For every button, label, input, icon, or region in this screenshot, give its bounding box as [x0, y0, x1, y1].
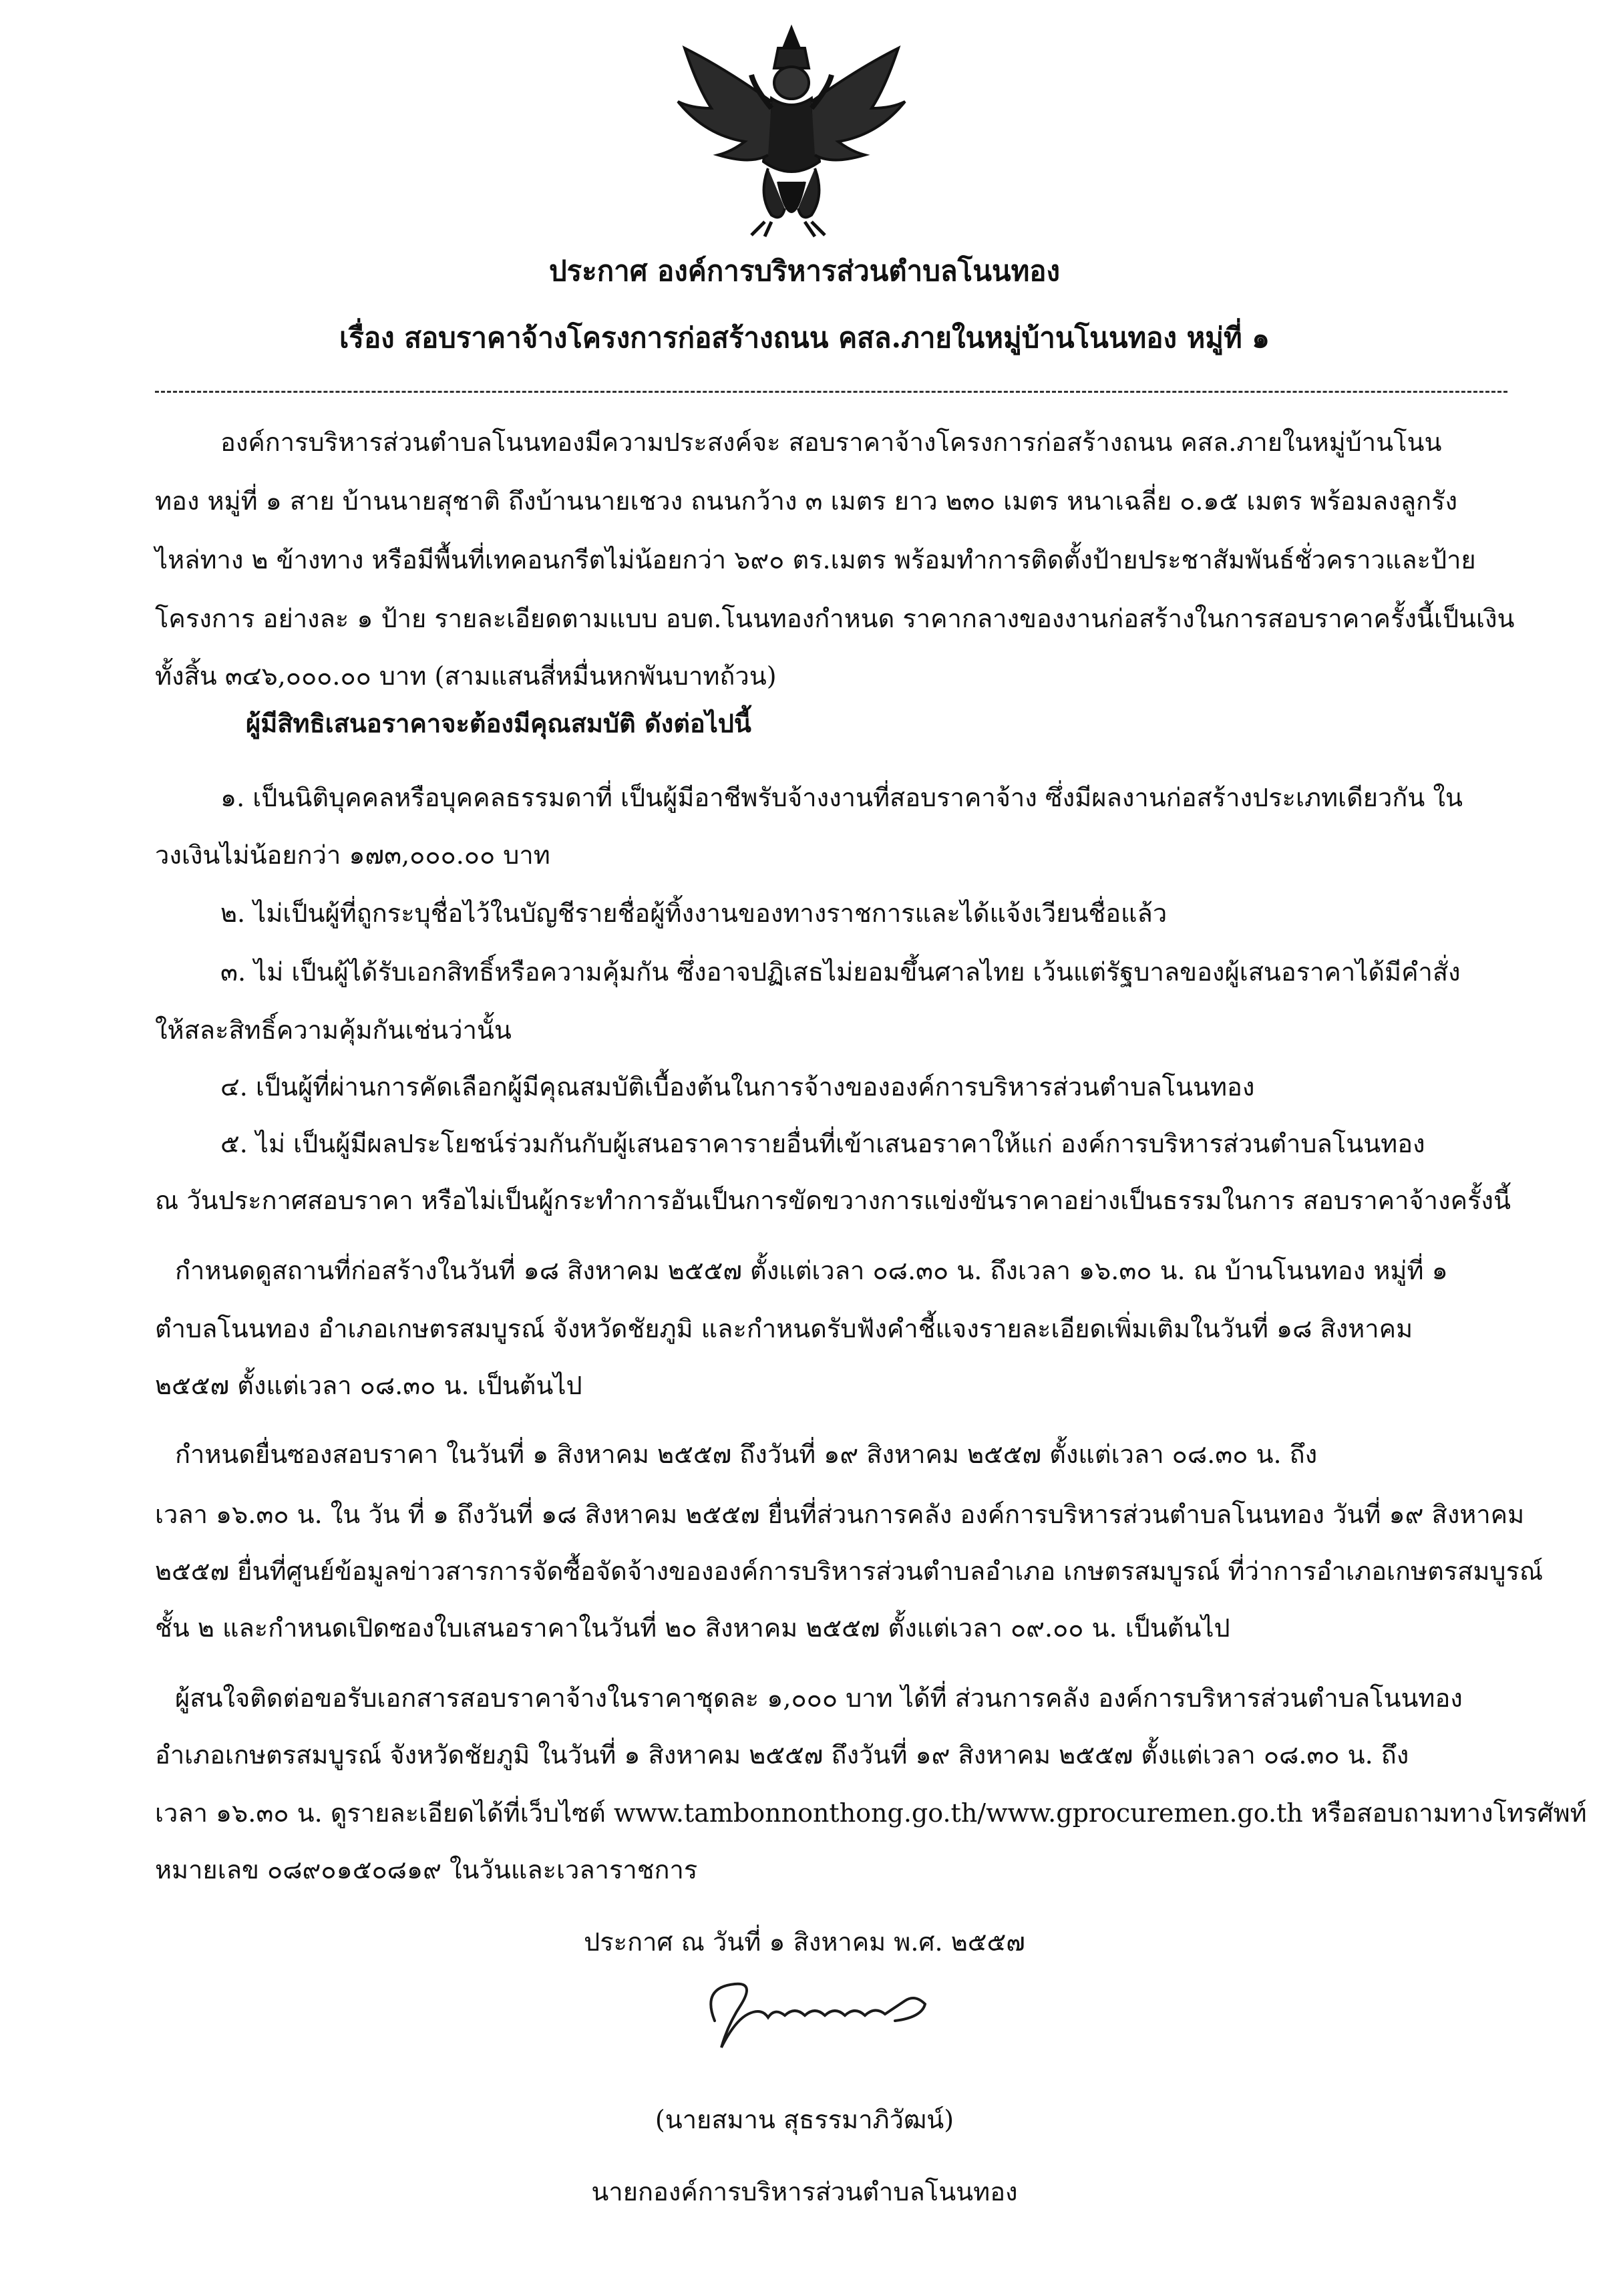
qualification-1-line-1: ๑. เป็นนิติบุคคลหรือบุคคลธรรมดาที่ เป็นผู้มีอาชีพรับจ้างงานที่สอบราคาจ้าง ซึ่งมีผลงานก่อสร้างประเภทเดียวกัน ใน	[220, 783, 1463, 812]
signer-name: (นายสมาน สุธรรมาภิวัฒน์)	[655, 2105, 954, 2134]
intro-line-4: โครงการ อย่างละ ๑ ป้าย รายละเอียดตามแบบ อบต.โนนทองกำหนด ราคากลางของงานก่อสร้างในการสอบราคาครั้งนี้เป็นเงิน	[155, 604, 1515, 633]
qualification-5-line-2: ณ วันประกาศสอบราคา หรือไม่เป็นผู้กระทำการอันเป็นการขัดขวางการแข่งขันราคาอย่างเป็นธรรมในการ สอบราคาจ้างครั้งนี้	[155, 1186, 1511, 1215]
intro-line-3: ไหล่ทาง ๒ ข้างทาง หรือมีพื้นที่เทคอนกรีตไม่น้อยกว่า ๖๙๐ ตร.เมตร พร้อมทำการติดตั้งป้ายประชาสัมพันธ์ชั่วคราวและป้าย	[155, 545, 1476, 575]
signer-title: นายกองค์การบริหารส่วนตำบลโนนทอง	[591, 2177, 1018, 2206]
dashed-divider	[155, 391, 1507, 393]
qualification-4: ๔. เป็นผู้ที่ผ่านการคัดเลือกผู้มีคุณสมบัติเบื้องต้นในการจ้างขององค์การบริหารส่วนตำบลโนนทอง	[220, 1072, 1255, 1102]
handwritten-signature-icon	[695, 1974, 962, 2054]
qualification-2: ๒. ไม่เป็นผู้ที่ถูกระบุชื่อไว้ในบัญชีรายชื่อผู้ทิ้งงานของทางราชการและได้แจ้งเวียนชื่อแล้ว	[220, 898, 1168, 928]
submission-line-1: กำหนดยื่นซองสอบราคา ในวันที่ ๑ สิงหาคม ๒๕๕๗ ถึงวันที่ ๑๙ สิงหาคม ๒๕๕๗ ตั้งแต่เวลา ๐๘.๓๐ น. ถึง	[175, 1440, 1318, 1469]
announcement-title: ประกาศ องค์การบริหารส่วนตำบลโนนทอง	[548, 255, 1061, 287]
qualification-1-line-2: วงเงินไม่น้อยกว่า ๑๗๓,๐๐๐.๐๐ บาท	[155, 840, 550, 870]
contact-line-2: อำเภอเกษตรสมบูรณ์ จังหวัดชัยภูมิ ในวันที่ ๑ สิงหาคม ๒๕๕๗ ถึงวันที่ ๑๙ สิงหาคม ๒๕๕๗ ตั้งแต่เวลา ๐๘.๓๐ น. ถึง	[155, 1740, 1409, 1770]
qualifications-heading: ผู้มีสิทธิเสนอราคาจะต้องมีคุณสมบัติ ดังต่อไปนี้	[246, 708, 751, 738]
site-visit-line-2: ตำบลโนนทอง อำเภอเกษตรสมบูรณ์ จังหวัดชัยภูมิ และกำหนดรับฟังคำชี้แจงรายละเอียดเพิ่มเติมในวันที่ ๑๘ สิงหาคม	[155, 1314, 1413, 1343]
garuda-emblem-icon	[671, 21, 912, 242]
qualification-3-line-1: ๓. ไม่ เป็นผู้ได้รับเอกสิทธิ์หรือความคุ้มกัน ซึ่งอาจปฏิเสธไม่ยอมขึ้นศาลไทย เว้นแต่รัฐบาลของผู้เสนอราคาได้มีคำสั่ง	[220, 957, 1461, 987]
contact-line-4: หมายเลข ๐๘๙๐๑๕๐๘๑๙ ในวันและเวลาราชการ	[155, 1855, 698, 1884]
qualification-5-line-1: ๕. ไม่ เป็นผู้มีผลประโยชน์ร่วมกันกับผู้เสนอราคารายอื่นที่เข้าเสนอราคาให้แก่ องค์การบริหารส่วนตำบลโนนทอง	[220, 1129, 1425, 1158]
announcement-date: ประกาศ ณ วันที่ ๑ สิงหาคม พ.ศ. ๒๕๕๗	[584, 1927, 1025, 1957]
submission-line-2: เวลา ๑๖.๓๐ น. ใน วัน ที่ ๑ ถึงวันที่ ๑๘ สิงหาคม ๒๕๕๗ ยื่นที่ส่วนการคลัง องค์การบริหารส่วนตำบลโนนทอง วันที่ ๑๙ สิงหาคม	[155, 1500, 1525, 1529]
announcement-subject: เรื่อง สอบราคาจ้างโครงการก่อสร้างถนน คสล.ภายในหมู่บ้านโนนทอง หมู่ที่ ๑	[339, 321, 1270, 354]
intro-line-1: องค์การบริหารส่วนตำบลโนนทองมีความประสงค์จะ สอบราคาจ้างโครงการก่อสร้างถนน คสล.ภายในหมู่บ้านโนน	[220, 428, 1442, 457]
submission-line-3: ๒๕๕๗ ยื่นที่ศูนย์ข้อมูลข่าวสารการจัดซื้อจัดจ้างขององค์การบริหารส่วนตำบลอำเภอ เกษตรสมบูรณ์ ที่ว่าการอำเภอเกษตรสมบูรณ์	[155, 1556, 1544, 1586]
submission-line-4: ชั้น ๒ และกำหนดเปิดซองใบเสนอราคาในวันที่ ๒๐ สิงหาคม ๒๕๕๗ ตั้งแต่เวลา ๐๙.๐๐ น. เป็นต้นไป	[155, 1613, 1230, 1643]
qualification-3-line-2: ให้สละสิทธิ์ความคุ้มกันเช่นว่านั้น	[155, 1015, 512, 1045]
contact-line-1: ผู้สนใจติดต่อขอรับเอกสารสอบราคาจ้างในราคาชุดละ ๑,๐๐๐ บาท ได้ที่ ส่วนการคลัง องค์การบริหารส่วนตำบลโนนทอง	[175, 1683, 1463, 1713]
site-visit-line-1: กำหนดดูสถานที่ก่อสร้างในวันที่ ๑๘ สิงหาคม ๒๕๕๗ ตั้งแต่เวลา ๐๘.๓๐ น. ถึงเวลา ๑๖.๓๐ น. ณ บ้านโนนทอง หมู่ที่ ๑	[175, 1256, 1448, 1285]
intro-line-5: ทั้งสิ้น ๓๔๖,๐๐๐.๐๐ บาท (สามแสนสี่หมื่นหกพันบาทถ้วน)	[155, 661, 777, 691]
site-visit-line-3: ๒๕๕๗ ตั้งแต่เวลา ๐๘.๓๐ น. เป็นต้นไป	[155, 1371, 582, 1400]
contact-line-3: เวลา ๑๖.๓๐ น. ดูรายละเอียดได้ที่เว็บไซต์ www.tambonnonthong.go.th/www.gprocuremen.go.th หรือสอบถามทางโทรศัพท์	[155, 1798, 1587, 1828]
intro-line-2: ทอง หมู่ที่ ๑ สาย บ้านนายสุชาติ ถึงบ้านนายเชวง ถนนกว้าง ๓ เมตร ยาว ๒๓๐ เมตร หนาเฉลี่ย ๐.๑๕ เมตร พร้อมลงลูกรัง	[155, 486, 1458, 516]
